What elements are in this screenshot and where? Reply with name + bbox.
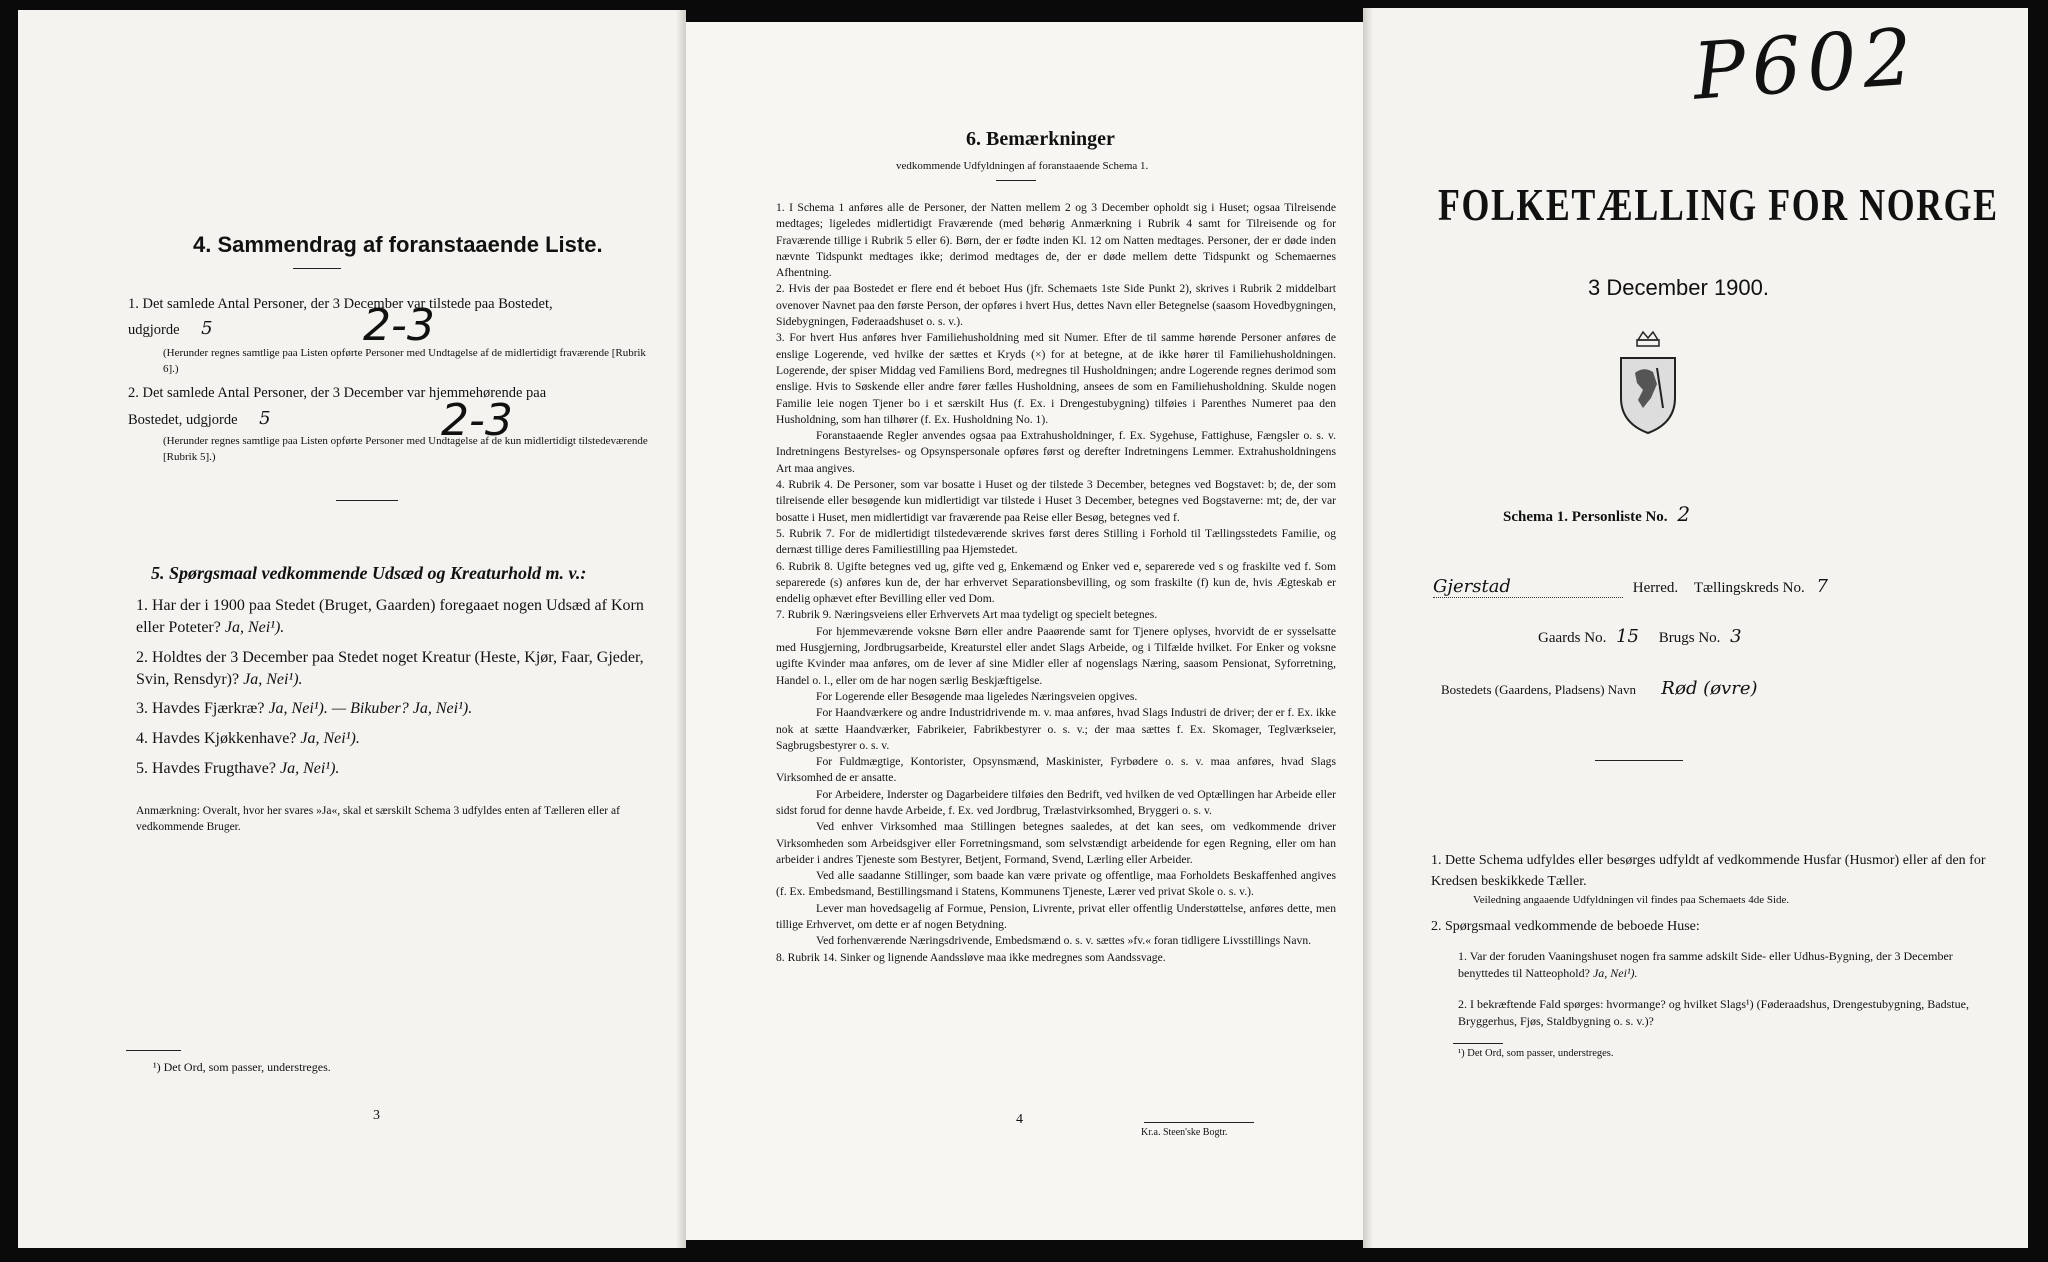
herred-value: Gjerstad xyxy=(1433,576,1623,598)
q1-answer: Ja, Nei¹). xyxy=(224,619,285,636)
remark-paragraph: 6. Rubrik 8. Ugifte betegnes ved ug, gifte ved g, Enkemænd og Enker ved e, separerede ved s og fraskilte ved f. Som separerede (s) anføres kun de, der har erhvervet Separationsbevilling, og som fraskilte (f) kun de, hvis Ægteskab er endelig ophævet efter Bevilling eller ved Dom. xyxy=(776,559,1336,606)
schema-number: 2 xyxy=(1677,502,1691,526)
remark-paragraph: For Fuldmægtige, Kontorister, Opsynsmænd, Maskinister, Fyrbødere o. s. v. maa anføres, hvad Slags Virksomhed de er ansatte. xyxy=(776,755,1336,785)
q3 xyxy=(136,698,656,720)
q4-text: 4. Havdes Kjøkkenhave? xyxy=(136,730,297,747)
kreds-value: 7 xyxy=(1816,576,1828,597)
remark-paragraph: Lever man hovedsagelig af Formue, Pension, Livrente, privat eller offentlig Understøttelse, anføres dette, men tillige Erhvervet, om dette er af nogen Betydning. xyxy=(776,901,1336,932)
remark-paragraph: 2. Hvis der paa Bostedet er flere end ét beboet Hus (jfr. Schemaets 1ste Side Punkt 2), skrives i Rubrik 2 middelbart ovenover Navnet paa den første Person, der opføres i hvert Hus, dettes Navn eller Betegnelse (saasom Hovedbygningen, Sidebygningen, Føderaadshuset o. s. v.). xyxy=(776,282,1336,329)
instruction-2-1-text: 1. Var der foruden Vaaningshuset nogen fra samme adskilt Side- eller Udhus-Bygning, der 3 December benyttedes til Natteophold? xyxy=(1458,949,1953,980)
footnote: ¹) Det Ord, som passer, understreges. xyxy=(153,1060,331,1074)
item2-text: 2. Det samlede Antal Personer, der 3 December var hjemmehørende paa xyxy=(128,385,547,401)
item2-value-hand: 2-3 xyxy=(441,395,513,446)
herred-line xyxy=(1433,576,1993,598)
section4-title: 4. Sammendrag af foranstaaende Liste. xyxy=(193,232,603,257)
herred-label: Herred. xyxy=(1632,580,1679,596)
item2-row xyxy=(128,408,656,431)
item1-note: (Herunder regnes samtlige paa Listen opførte Personer med Undtagelse af de midlertidigt fraværende [Rubrik 6].) xyxy=(163,347,646,375)
coat-of-arms-icon xyxy=(1613,328,1683,438)
remark-paragraph: 1. I Schema 1 anføres alle de Personer, der Natten mellem 2 og 3 December opholdt sig i Huset; ogsaa Tilreisende medtages; ligeledes midlertidigt Fraværende (med behørig Anmærkning i Rubrik 4 samt for Tilreisende og for Fraværende tillige i Rubrik 5 eller 6). Børn, der er fødte inden Kl. 12 om Natten medtages. Personer, der er døde inden nævnte Tidspunkt medtages ikke; derimod medtages de, der er døde mellem dette Tidspunkt og Schemaernes Afhentning. xyxy=(776,201,1336,280)
remark-paragraph: For Arbeidere, Inderster og Dagarbeidere tilføies den Bedrift, ved hvilken de ved Optællingen har Arbeide eller sidst forud for denne havde Arbeide, f. Ex. ved Jordbrug, Trælastvirksomhed, Bryggeri o. s. v. xyxy=(776,787,1336,817)
section5-title: 5. Spørgsmaal vedkommende Udsæd og Kreaturhold m. v.: xyxy=(151,563,587,583)
instruction-1: 1. Dette Schema udfyldes eller besørges udfyldt af vedkommende Husfar (Husmor) eller af den for Kredsen beskikkede Tæller. xyxy=(1431,853,1986,889)
gaards-value: 15 xyxy=(1616,626,1639,647)
gaards-label: Gaards No. xyxy=(1538,630,1607,646)
remark-paragraph: Foranstaaende Regler anvendes ogsaa paa Extrahusholdninger, f. Ex. Sygehuse, Fattighuse, Fængsler o. s. v. Indretningens Bestyrelses- og Opsynspersonale opføres først og derefter Indretningens Lemmer. Extrahusholdningens Art maa angives. xyxy=(776,429,1336,475)
bosted-label: Bostedets (Gaardens, Pladsens) Navn xyxy=(1441,682,1636,697)
bosted-line xyxy=(1441,678,1758,699)
remarks-title: 6. Bemærkninger xyxy=(966,128,1115,150)
divider xyxy=(336,500,398,501)
item1-udgjorde: udgjorde xyxy=(128,322,180,338)
page-number: 4 xyxy=(1016,1112,1023,1127)
item1-value-hand: 2-3 xyxy=(363,300,435,351)
q1 xyxy=(136,595,656,639)
footnote-rule xyxy=(1453,1043,1503,1044)
q4 xyxy=(136,728,656,750)
census-heading: FOLKETÆLLING FOR NORGE xyxy=(1438,179,1999,230)
divider xyxy=(293,268,341,269)
brugs-value: 3 xyxy=(1730,626,1742,647)
census-date: 3 December 1900. xyxy=(1588,275,1769,300)
q5 xyxy=(136,758,656,780)
remark-paragraph: 4. Rubrik 4. De Personer, som var bosatte i Huset og der tilstede 3 December, betegnes ved Bogstavet: b; de, der som tilreisende eller besøgende kun midlertidigt var tilstede i Huset 3 December, betegnes ved Bogstaverne: mt; de, der var bosatte i Huset, men midlertidigt var fraværende paa Reise eller Besøg, betegnes ved f. xyxy=(776,478,1336,524)
page-middle xyxy=(686,22,1363,1240)
gaard-line xyxy=(1538,626,1742,647)
page-number: 3 xyxy=(373,1108,380,1123)
q3-text: 3. Havdes Fjærkræ? xyxy=(136,700,265,717)
remarks-subtitle: vedkommende Udfyldningen af foranstaaende Schema 1. xyxy=(896,160,1149,172)
divider xyxy=(1595,760,1683,761)
q5-text: 5. Havdes Frugthave? xyxy=(136,760,276,777)
q2-text: 2. Holdtes der 3 December paa Stedet noget Kreatur (Heste, Kjør, Faar, Gjeder, Svin, Rensdyr)? xyxy=(136,649,644,688)
remark-paragraph: Ved forhenværende Næringsdrivende, Embedsmænd o. s. v. sættes »fv.« foran tidligere Livsstillings Navn. xyxy=(816,934,1312,948)
schema-label: Schema 1. Personliste No. xyxy=(1503,509,1668,525)
q5-answer: Ja, Nei¹). xyxy=(279,760,340,777)
instruction-1-note: Veiledning angaaende Udfyldningen vil findes paa Schemaets 4de Side. xyxy=(1473,894,1790,906)
q2-answer: Ja, Nei¹). xyxy=(243,671,303,688)
archive-mark: P602 xyxy=(1690,12,1922,118)
remark-paragraph: For Haandværkere og andre Industridrivende m. v. maa anføres, hvad Slags Industri de driver; der er f. Ex. ikke nok at sætte Haandværker, Fabrikeier, Fabrikbestyrer o. s. v.; der maa sættes f. Ex. Skomager, Teglværkseier, Sagbrugsbestyrer o. s. v. xyxy=(776,706,1336,752)
remark-paragraph: 7. Rubrik 9. Næringsveiens eller Erhvervets Art maa tydeligt og specielt betegnes. xyxy=(776,608,1158,622)
page-left xyxy=(18,10,686,1248)
kreds-label: Tællingskreds No. xyxy=(1693,580,1805,596)
divider xyxy=(996,180,1036,181)
instruction-2-2: 2. I bekræftende Fald spørges: hvormange? og hvilket Slags¹) (Føderaadshus, Drengestubygning, Badstue, Bryggerhus, Fjøs, Staldbygning o. s. v.)? xyxy=(1458,997,1969,1028)
q2 xyxy=(136,647,656,691)
q3-answer: Ja, Nei¹). — Bikuber? Ja, Nei¹). xyxy=(268,700,473,717)
footnote-rule xyxy=(126,1050,181,1051)
remarks-body xyxy=(776,200,1336,966)
remark-paragraph: 5. Rubrik 7. For de midlertidigt tilstedeværende skrives først deres Stilling i Forhold til Tællingsstedets Familie, og dernæst tillige deres Familiestilling paa Hjemstedet. xyxy=(776,526,1336,557)
item2-value-printed: 5 xyxy=(259,408,271,429)
instruction-2-1 xyxy=(1458,948,1993,982)
remark-paragraph: Ved enhver Virksomhed maa Stillingen betegnes saaledes, at det kan sees, om vedkommende driver Virksomheden som Arbeidsgiver eller Forretningsmand, som selvstændigt arbeidende for egen Regning, eller om han arbeider i andres Tjeneste som Bestyrer, Betjent, Formand, Svend, Lærling eller Arbeider. xyxy=(776,820,1336,866)
remark-paragraph: 3. For hvert Hus anføres hver Familiehusholdning med sit Numer. Efter de til samme hørende Personer anføres de enslige Logerende, ved hvilke der sættes et Kryds (×) for at betegne, at de ikke hører til Familiehusholdningen. Logerende, der spiser Middag ved Familiens Bord, medregnes til Husholdningen; andre Logerende regnes derimod som enslige. Hvis to Søskende eller andre fører fælles Husholdning, ansees de som en Familiehusholdning. Skulde nogen Familie leie nogen Tjener bo i et særskilt Hus (f. Ex. i Drengestubygning) tilføies i Parenthes Numeret paa den Husholdning, som han tilhører (f. Ex. Husholdning No. 1). xyxy=(776,331,1336,426)
schema-line xyxy=(1503,502,1690,526)
page-right xyxy=(1363,8,2028,1248)
remark-paragraph: 8. Rubrik 14. Sinker og lignende Aandssløve maa ikke medregnes som Aandssvage. xyxy=(776,950,1166,964)
q4-answer: Ja, Nei¹). xyxy=(300,730,360,747)
printer-rule xyxy=(1144,1122,1254,1123)
instruction-2: 2. Spørgsmaal vedkommende de beboede Huse: xyxy=(1431,919,1700,934)
item2-note: (Herunder regnes samtlige paa Listen opførte Personer med Undtagelse af de kun midlertidigt tilstedeværende [Rubrik 5].) xyxy=(163,435,648,463)
item1-text: 1. Det samlede Antal Personer, der 3 December var tilstede paa Bostedet, xyxy=(128,296,553,312)
page-fold xyxy=(1363,8,1373,1248)
item2-bostedet: Bostedet, udgjorde xyxy=(128,412,238,428)
remark-paragraph: For hjemmeværende voksne Børn eller andre Paaørende samt for Tjenere oplyses, hvorvidt de er sysselsatte med Husgjerning, Jordbrugsarbeide, Kreaturstel eller andet Slags Arbeide, og i Tilfælde hvilket. For Enker og voksne ugifte Kvinder maa anføres, om de lever af sine Midler eller af nogenslags Næring, saasom Pensionat, Syforretning, Handel o. l., eller om de har nogen særlig Beskjæftigelse. xyxy=(776,624,1336,687)
remark-paragraph: Ved alle saadanne Stillinger, som baade kan være private og offentlige, maa Forholdets Beskaffenhed angives (f. Ex. Embedsmand, Bestillingsmand i Statens, Kommunens Tjeneste, Lærer ved privat Skole o. s. v.). xyxy=(776,869,1336,899)
remark: Anmærkning: Overalt, hvor her svares »Ja«, skal et særskilt Schema 3 udfyldes enten af Tælleren eller af vedkommende Bruger. xyxy=(136,805,620,833)
item1-value-printed: 5 xyxy=(201,318,213,339)
page-fold xyxy=(676,10,686,1248)
printer-imprint: Kr.a. Steen'ske Bogtr. xyxy=(1141,1127,1228,1138)
remark-paragraph: For Logerende eller Besøgende maa ligeledes Næringsveien opgives. xyxy=(816,689,1138,703)
q1-text: 1. Har der i 1900 paa Stedet (Bruget, Gaarden) foregaaet nogen Udsæd af Korn eller Poteter? xyxy=(136,597,644,636)
footnote: ¹) Det Ord, som passer, understreges. xyxy=(1458,1048,1614,1059)
brugs-label: Brugs No. xyxy=(1658,630,1721,646)
bosted-value: Rød (øvre) xyxy=(1661,678,1758,699)
instruction-2-1-answer: Ja, Nei¹). xyxy=(1592,966,1638,980)
